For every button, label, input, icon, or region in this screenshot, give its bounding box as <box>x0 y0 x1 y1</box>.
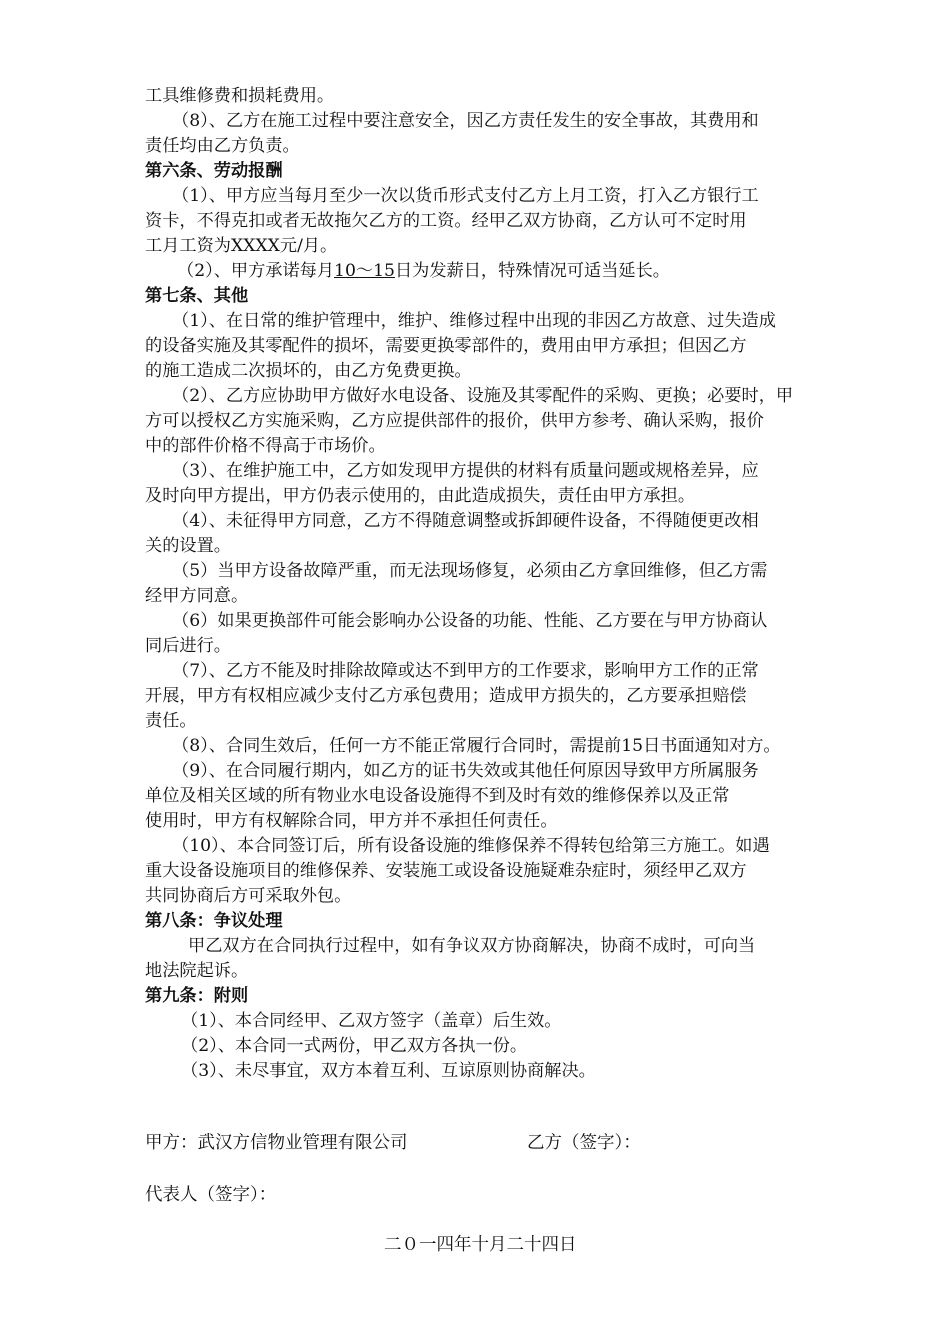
text-line: （9）、在合同履行期内，如乙方的证书失效或其他任何原因导致甲方所属服务 <box>172 761 759 781</box>
section-heading: 第九条：附则 <box>145 986 249 1006</box>
text-line: （1）、在日常的维护管理中，维护、维修过程中出现的非因乙方故意、过失造成 <box>172 311 776 331</box>
party-a-signature: 甲方：武汉方信物业管理有限公司 <box>145 1133 408 1153</box>
text-line: （4）、未征得甲方同意，乙方不得随意调整或拆卸硬件设备，不得随便更改相 <box>172 511 759 531</box>
text-line <box>145 259 815 284</box>
text-line: （6）如果更换部件可能会影响办公设备的功能、性能、乙方要在与甲方协商认 <box>172 611 768 631</box>
text-line: 及时向甲方提出，甲方仍表示使用的，由此造成损失，责任由甲方承担。 <box>145 486 696 506</box>
text-segment: （2）、甲方承诺每月 <box>177 261 335 281</box>
text-line: （10）、本合同签订后，所有设备设施的维修保养不得转包给第三方施工。如遇 <box>172 836 770 856</box>
text-line: （2）、乙方应协助甲方做好水电设备、设施及其零配件的采购、更换；必要时，甲 <box>172 386 794 406</box>
text-line: 工月工资为XXXX元/月。 <box>145 236 338 256</box>
text-line: 单位及相关区域的所有物业水电设备设施得不到及时有效的维修保养以及正常 <box>145 786 730 806</box>
text-line: 资卡，不得克扣或者无故拖欠乙方的工资。经甲乙双方协商，乙方认可不定时用 <box>145 211 747 231</box>
text-line: （8）、乙方在施工过程中要注意安全，因乙方责任发生的安全事故，其费用和 <box>172 111 759 131</box>
text-line: （1）、本合同经甲、乙双方签字（盖章）后生效。 <box>181 1011 562 1031</box>
text-line: 工具维修费和损耗费用。 <box>145 86 335 106</box>
text-line: 同后进行。 <box>145 636 231 656</box>
text-line: （3）、未尽事宜，双方本着互利、互谅原则协商解决。 <box>181 1061 596 1081</box>
text-line: 开展，甲方有权相应减少支付乙方承包费用；造成甲方损失的，乙方要承担赔偿 <box>145 686 747 706</box>
text-line: （7）、乙方不能及时排除故障或达不到甲方的工作要求，影响甲方工作的正常 <box>172 661 759 681</box>
text-line: 责任均由乙方负责。 <box>145 136 300 156</box>
text-line: （3）、在维护施工中，乙方如发现甲方提供的材料有质量问题或规格差异，应 <box>172 461 759 481</box>
text-line: 的施工造成二次损坏的，由乙方免费更换。 <box>145 361 472 381</box>
underlined-date-range: 10～15 <box>334 261 395 281</box>
section-heading: 第六条、劳动报酬 <box>145 161 283 181</box>
text-line: 中的部件价格不得高于市场价。 <box>145 436 386 456</box>
text-line: 甲乙双方在合同执行过程中，如有争议双方协商解决，协商不成时，可向当 <box>188 936 756 956</box>
text-line: （5）当甲方设备故障严重，而无法现场修复，必须由乙方拿回维修，但乙方需 <box>172 561 768 581</box>
section-heading: 第七条、其他 <box>145 286 249 306</box>
text-line: 方可以授权乙方实施采购，乙方应提供部件的报价，供甲方参考、确认采购，报价 <box>145 411 764 431</box>
text-line: 经甲方同意。 <box>145 586 249 606</box>
text-line: 责任。 <box>145 711 197 731</box>
text-line: 重大设备设施项目的维修保养、安装施工或设备设施疑难杂症时，须经甲乙双方 <box>145 861 747 881</box>
party-b-signature: 乙方（签字）： <box>527 1133 641 1153</box>
text-segment: 日为发薪日，特殊情况可适当延长。 <box>394 261 670 281</box>
contract-body <box>145 84 815 1084</box>
text-line: （8）、合同生效后，任何一方不能正常履行合同时，需提前15日书面通知对方。 <box>172 736 781 756</box>
text-line: 使用时，甲方有权解除合同，甲方并不承担任何责任。 <box>145 811 558 831</box>
text-line: 的设备实施及其零配件的损坏，需要更换零部件的，费用由甲方承担；但因乙方 <box>145 336 747 356</box>
text-line: 地法院起诉。 <box>145 961 249 981</box>
representative-signature: 代表人（签字）： <box>145 1185 277 1205</box>
contract-date: 二０一四年十月二十四日 <box>384 1235 577 1255</box>
text-line: （2）、本合同一式两份，甲乙双方各执一份。 <box>181 1036 528 1056</box>
section-heading: 第八条：争议处理 <box>145 911 283 931</box>
text-line: （1）、甲方应当每月至少一次以货币形式支付乙方上月工资，打入乙方银行工 <box>172 186 759 206</box>
text-line: 关的设置。 <box>145 536 231 556</box>
text-line: 共同协商后方可采取外包。 <box>145 886 352 906</box>
